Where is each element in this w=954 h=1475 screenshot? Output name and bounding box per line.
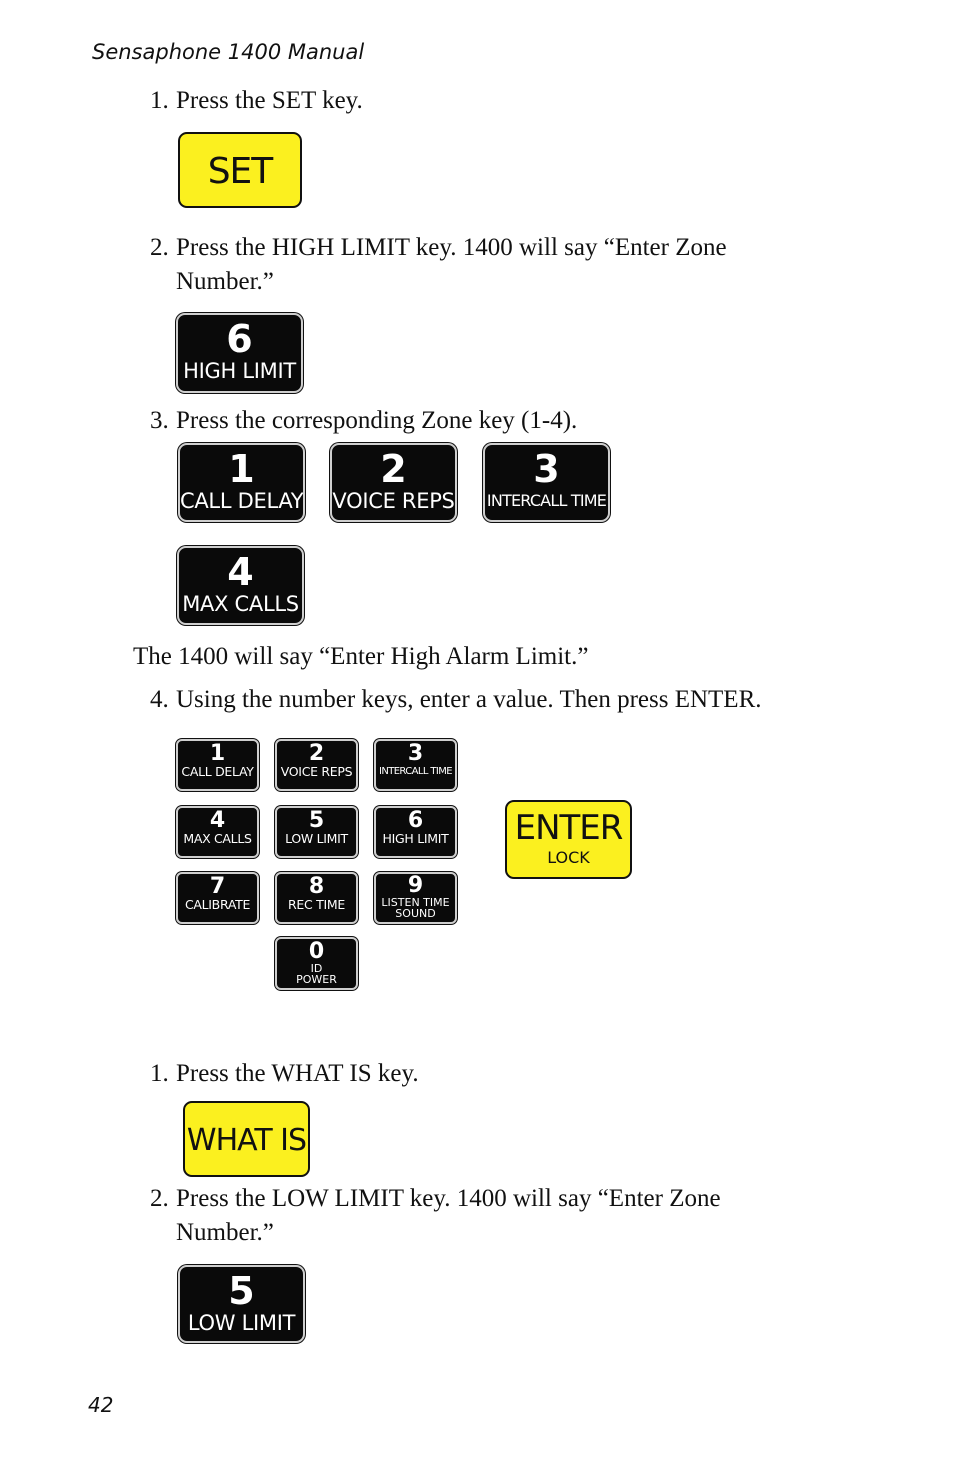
- step-text: Press the LOW LIMIT key. 1400 will say “Enter Zone: [176, 1185, 721, 1212]
- key-digit: 1: [228, 447, 255, 491]
- keypad-key-2[interactable]: [275, 739, 358, 791]
- key-label: HIGH LIMIT: [382, 831, 449, 846]
- step-number: 1.: [150, 87, 169, 114]
- zone-4-key[interactable]: [177, 546, 304, 625]
- step-number: 2.: [150, 1185, 169, 1212]
- keypad-key-7[interactable]: [176, 872, 259, 924]
- key-label: INTERCALL TIME: [378, 766, 453, 777]
- step-text-continued: Number.”: [176, 1219, 274, 1246]
- keypad-key-4[interactable]: [176, 806, 259, 858]
- step-number: 4.: [150, 686, 169, 713]
- set-key[interactable]: [178, 132, 302, 208]
- step-enter-value: [150, 683, 762, 717]
- step-press-zone: [150, 404, 577, 438]
- key-label-secondary: POWER: [296, 973, 337, 986]
- step-text: Press the SET key.: [176, 87, 363, 114]
- keypad-key-3[interactable]: [374, 739, 457, 791]
- step-press-high-limit: [150, 231, 727, 299]
- key-digit: 5: [308, 808, 325, 833]
- zone-2-key[interactable]: [330, 443, 457, 522]
- key-label: INTERCALL TIME: [486, 491, 607, 510]
- key-label: HIGH LIMIT: [183, 359, 296, 383]
- key-label: CALL DELAY: [181, 764, 254, 779]
- enter-key-sublabel: LOCK: [547, 848, 590, 867]
- key-digit: 8: [308, 874, 325, 899]
- key-digit: 4: [209, 808, 226, 833]
- step-text: Press the corresponding Zone key (1-4).: [176, 407, 578, 434]
- key-digit: 6: [407, 808, 424, 833]
- keypad-key-9[interactable]: [374, 872, 457, 924]
- step-text: Press the WHAT IS key.: [176, 1060, 419, 1087]
- keypad-key-5[interactable]: [275, 806, 358, 858]
- step-text-continued: Number.”: [176, 268, 274, 295]
- key-label: VOICE REPS: [332, 489, 455, 513]
- step-text: Using the number keys, enter a value. Then press ENTER.: [176, 686, 762, 713]
- keypad-key-1[interactable]: [176, 739, 259, 791]
- key-digit: 2: [308, 741, 325, 766]
- key-digit: 7: [209, 874, 226, 899]
- key-label: CALIBRATE: [184, 897, 251, 912]
- step-press-set: [150, 84, 363, 118]
- high-limit-key[interactable]: [176, 313, 303, 393]
- running-header: Sensaphone 1400 Manual: [92, 40, 365, 64]
- step-press-low-limit: [150, 1182, 721, 1250]
- step-text: Press the HIGH LIMIT key. 1400 will say “Enter Zone: [176, 234, 727, 261]
- step-number: 1.: [150, 1060, 169, 1087]
- keypad-key-6[interactable]: [374, 806, 457, 858]
- enter-key[interactable]: [505, 800, 632, 879]
- key-label: MAX CALLS: [182, 592, 299, 616]
- key-digit: 9: [407, 873, 424, 898]
- step-number: 3.: [150, 407, 169, 434]
- key-digit: 5: [228, 1269, 255, 1313]
- what-is-key[interactable]: [183, 1101, 310, 1177]
- key-digit: 3: [533, 447, 560, 491]
- key-digit: 1: [209, 741, 226, 766]
- step-number: 2.: [150, 234, 169, 261]
- key-label: LISTEN TIME: [381, 896, 450, 909]
- key-label: CALL DELAY: [180, 489, 304, 513]
- key-label-secondary: SOUND: [395, 907, 436, 920]
- keypad-key-0[interactable]: [275, 937, 358, 990]
- low-limit-key[interactable]: [178, 1265, 305, 1343]
- note-high-alarm-limit: The 1400 will say “Enter High Alarm Limit.”: [133, 643, 589, 670]
- key-label: REC TIME: [288, 897, 345, 912]
- key-digit: 6: [226, 317, 253, 361]
- key-digit: 2: [380, 447, 407, 491]
- what-is-key-label: WHAT IS: [186, 1123, 307, 1158]
- enter-key-label: ENTER: [514, 808, 623, 848]
- page-number: 42: [88, 1393, 114, 1417]
- key-digit: 4: [227, 550, 254, 594]
- keypad-key-8[interactable]: [275, 872, 358, 924]
- key-digit: 0: [308, 939, 325, 964]
- key-label: ID: [310, 962, 323, 975]
- key-label: MAX CALLS: [183, 831, 252, 846]
- key-label: VOICE REPS: [280, 764, 353, 779]
- step-press-what-is: [150, 1057, 419, 1091]
- key-label: LOW LIMIT: [187, 1311, 296, 1335]
- zone-1-key[interactable]: [178, 443, 305, 522]
- zone-3-key[interactable]: [483, 443, 610, 522]
- key-digit: 3: [407, 741, 424, 766]
- key-label: LOW LIMIT: [285, 831, 348, 846]
- set-key-label: SET: [207, 151, 273, 192]
